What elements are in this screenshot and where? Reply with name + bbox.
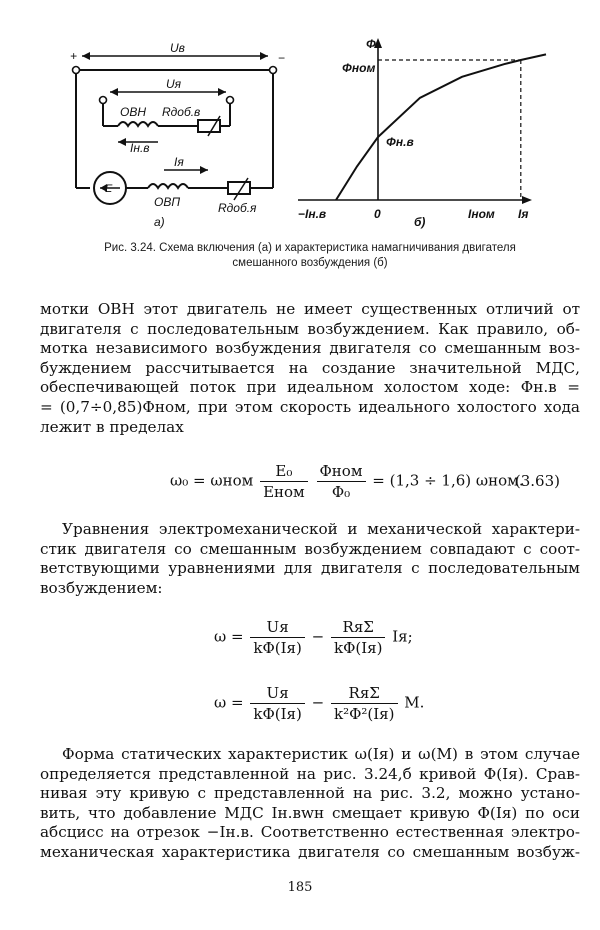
text-line: ветствующими уравнениями для двигателя с последовательным <box>40 559 580 578</box>
equation-number: (3.63) <box>514 472 560 490</box>
eq-numerator: RяΣ <box>331 618 385 638</box>
text-line: механическая характеристика двигателя со смешанным возбуж- <box>40 842 580 861</box>
label-i-nv: Iн.в <box>130 141 150 155</box>
eq-fraction <box>331 618 385 657</box>
y-tick-phi-nom: Φном <box>342 61 376 75</box>
eq-numerator: RяΣ <box>331 684 398 704</box>
text-line: мотка независимого возбуждения двигателя со смешанным воз- <box>40 339 580 358</box>
figure-caption <box>40 241 580 271</box>
eq-operator: − <box>311 627 325 646</box>
eq-lhs: ω = <box>214 627 244 646</box>
curve-point-label: Φн.в <box>386 135 414 149</box>
text-line: лежит в пределах <box>40 417 184 436</box>
text-line: = (0,7÷0,85)Φном, при этом скорость идеального холостого хода <box>40 397 580 416</box>
text-line: двигателя с последовательным возбуждением. Как правило, об- <box>40 319 580 338</box>
text-line: обеспечивающей поток при идеальном холостом ходе: Φн.в = <box>40 378 580 397</box>
text-line: возбуждением: <box>40 578 163 597</box>
label-plus: + <box>70 49 78 63</box>
eq-operator: − <box>311 693 325 712</box>
terminal-ovn-right <box>227 97 234 104</box>
label-ovn: ОВН <box>120 105 147 119</box>
paragraph-1 <box>40 300 580 437</box>
label-u-v: Uв <box>170 41 185 55</box>
text-line: абсцисс на отрезок −Iн.в. Соответственно естественная электро- <box>40 823 580 842</box>
eq-numerator: E₀ <box>260 462 308 482</box>
eq-lhs: ω = <box>214 693 244 712</box>
eq-fraction-e <box>260 462 308 501</box>
caption-line-2: смешанного возбуждения (б) <box>232 257 388 269</box>
eq-fraction <box>250 618 304 657</box>
paragraph-2 <box>40 520 580 598</box>
equation-mechanical <box>214 684 424 723</box>
label-i-ya: Iя <box>174 155 184 169</box>
label-r-add-ya: Rдоб.я <box>218 201 257 215</box>
eq-fraction-phi <box>317 462 366 501</box>
eq-numerator: Uя <box>250 618 304 638</box>
eq-fraction <box>331 684 398 723</box>
text-line: нивая эту кривую с представленной на рис. 3.2, можно устано- <box>40 784 580 803</box>
eq-denominator: kΦ(Iя) <box>253 639 302 657</box>
x-tick-i-nom: Iном <box>468 207 495 221</box>
caption-line-1: Рис. 3.24. Схема включения (а) и характеристика намагничивания двигателя <box>104 242 516 254</box>
terminal-plus <box>73 67 80 74</box>
label-r-add-v: Rдоб.в <box>162 105 201 119</box>
x-tick-neg-inv: −Iн.в <box>298 207 327 221</box>
label-e: E <box>105 183 113 195</box>
figure-3-24 <box>58 30 578 250</box>
x-axis-label: Iя <box>518 207 529 221</box>
eq-fraction <box>250 684 304 723</box>
label-a: а) <box>154 215 165 229</box>
y-axis-label: Φ <box>366 37 376 51</box>
equation-electromechanical <box>214 618 413 657</box>
eq-tail: Iя; <box>392 627 413 646</box>
eq-lhs: ω₀ = ωном <box>170 471 254 490</box>
equation-3-63 <box>170 462 524 501</box>
eq-rhs: = (1,3 ÷ 1,6) ωном. <box>372 471 524 490</box>
eq-denominator: kΦ(Iя) <box>333 639 383 657</box>
text-line: мотки ОВН этот двигатель не имеет существенных отличий от <box>40 300 580 318</box>
ovp-coil <box>148 184 188 188</box>
text-line: вить, что добавление МДС Iн.вwн смещает кривую Φ(Iя) по оси <box>40 803 580 822</box>
terminal-ovn-left <box>100 97 107 104</box>
eq-tail: M. <box>404 693 425 712</box>
label-b: б) <box>414 215 426 229</box>
label-minus: − <box>278 51 286 65</box>
x-tick-zero: 0 <box>374 207 381 221</box>
label-u-ya: Uя <box>166 77 182 91</box>
terminal-minus <box>270 67 277 74</box>
eq-denominator: k²Φ²(Iя) <box>333 705 395 723</box>
text-line: стик двигателя со смешанным возбуждением совпадают с соот- <box>40 539 580 558</box>
figure-svg <box>58 30 578 230</box>
eq-denominator: Φ₀ <box>331 483 351 501</box>
eq-numerator: Uя <box>250 684 304 704</box>
eq-denominator: Eном <box>263 483 305 501</box>
text-line: Форма статических характеристик ω(Iя) и ω(M) в этом случае <box>62 745 580 763</box>
page-number: 185 <box>287 880 313 895</box>
text-line: буждением рассчитывается на создание значительной МДС, <box>40 358 580 377</box>
eq-denominator: kΦ(Iя) <box>253 705 302 723</box>
magnetization-chart <box>298 37 546 229</box>
ovn-coil <box>118 122 158 126</box>
eq-numerator: Φном <box>317 462 366 482</box>
text-line: определяется представленной на рис. 3.24,б кривой Φ(Iя). Срав- <box>40 764 580 783</box>
text-line: Уравнения электромеханической и механической характери- <box>62 520 580 538</box>
paragraph-3 <box>40 745 580 863</box>
label-ovp: ОВП <box>154 195 181 209</box>
phi-curve <box>336 54 546 200</box>
